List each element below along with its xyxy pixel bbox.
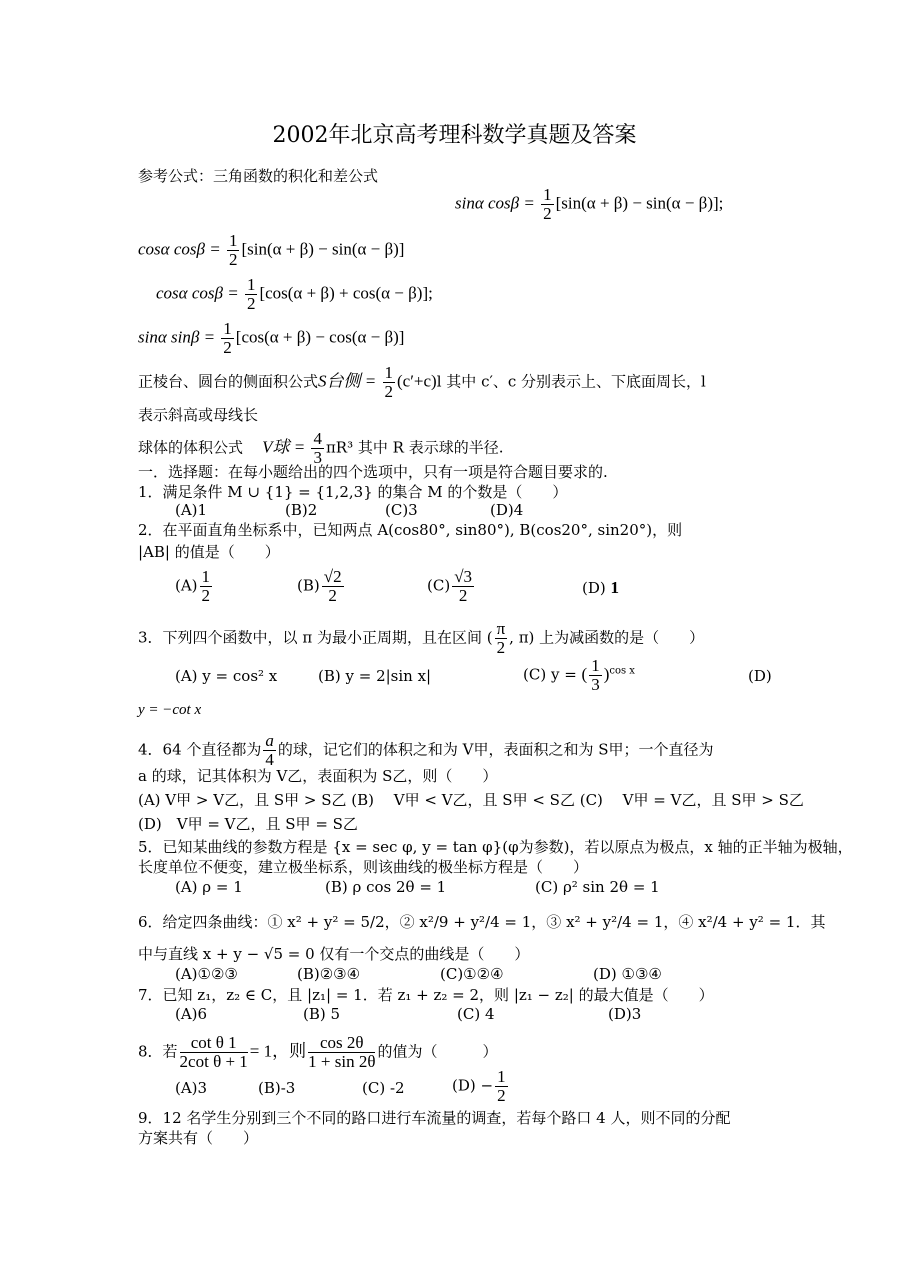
sphere-formula: 球体的体积公式 V球 = $\frac{4}{3}$ πR³ 其中 R 表示球的半径. [138, 429, 504, 467]
question-1: 1．满足条件 M ∪ {1} = {1,2,3} 的集合 M 的个数是（ ） [138, 483, 568, 501]
question-8: 8．若 $\frac{\text{cot θ 1}}{\text{2cot θ + 1}}$ = 1，则 $\frac{\cos 2\theta}{1 + \sin 2\theta}$ 的值为（ ） [138, 1033, 498, 1071]
q3-option-d-value: y = −cot x [138, 702, 202, 718]
q7-option-c: (C) 4 [457, 1005, 495, 1023]
q3-option-b: (B) y = 2|sin x| [318, 667, 432, 685]
question-2: 2．在平面直角坐标系中，已知两点 A(cos80°, sin80°), B(cos20°, sin20°)，则 [138, 521, 683, 539]
q2-option-b: (B) $\frac{√2}{2}$ [297, 567, 342, 605]
question-3: 3．下列四个函数中，以 π 为最小正周期，且在区间 ( $\frac{\pi}{2}$ , π) 上为减函数的是（ ） [138, 619, 705, 657]
q5-option-c: (C) ρ² sin 2θ = 1 [535, 878, 660, 896]
q4-option-d: (D) V甲 = V乙，且 S甲 = S乙 [138, 815, 358, 833]
q8-option-c: (C) -2 [362, 1079, 405, 1097]
question-5-cont: 长度单位不便变，建立极坐标系，则该曲线的极坐标方程是（ ） [138, 858, 589, 876]
q2-option-a: (A) $\frac{1}{2}$ [175, 567, 211, 605]
q6-option-a: (A)①②③ [175, 965, 238, 983]
q3-option-c: (C) y = ( $\frac{1}{3}$ )$^{cos x}$ [523, 656, 635, 694]
q2-option-d: (D) 1 [582, 578, 620, 597]
formula-1: sinα cosβ = $\frac{1}{2}$ [sin(α + β) − sin(α − β)]; [455, 185, 724, 223]
frustum-note: 表示斜高或母线长 [138, 406, 259, 424]
question-4-cont: a 的球，记其体积为 V乙，表面积为 S乙，则（ ） [138, 767, 498, 785]
q1-option-d: (D)4 [490, 501, 524, 519]
q5-option-b: (B) ρ cos 2θ = 1 [325, 878, 447, 896]
question-7: 7．已知 z₁，z₂ ∈ C，且 |z₁| = 1．若 z₁ + z₂ = 2，则 |z₁ − z₂| 的最大值是（ ） [138, 986, 714, 1004]
q6-option-c: (C)①②④ [440, 965, 504, 983]
q8-option-b: (B)-3 [258, 1079, 296, 1097]
question-5: 5．已知某曲线的参数方程是 {x = sec φ, y = tan φ}(φ为参数)，若以原点为极点，x 轴的正半轴为极轴， [138, 838, 853, 856]
q7-option-b: (B) 5 [303, 1005, 341, 1023]
q5-option-a: (A) ρ = 1 [175, 878, 243, 896]
page-title: 2002年北京高考理科数学真题及答案 [272, 123, 637, 148]
q6-option-d: (D) ①③④ [593, 965, 662, 983]
q3-option-d: (D) [748, 667, 772, 685]
q7-option-d: (D)3 [608, 1005, 642, 1023]
question-9-cont: 方案共有（ ） [138, 1129, 259, 1147]
section-heading: 一．选择题：在每小题给出的四个选项中，只有一项是符合题目要求的. [138, 463, 608, 481]
formula-4: sinα sinβ = $\frac{1}{2}$ [cos(α + β) − cos(α − β)] [138, 319, 405, 357]
q2-option-c: (C) $\frac{√3}{2}$ [427, 567, 473, 605]
q7-option-a: (A)6 [175, 1005, 208, 1023]
frustum-formula: 正棱台、圆台的侧面积公式S台侧 = $\frac{1}{2}$ (c′+c)l 其中 c′、c 分别表示上、下底面周长，l [138, 363, 706, 401]
formula-2: cosα cosβ = $\frac{1}{2}$ [sin(α + β) − sin(α − β)] [138, 231, 405, 269]
q8-option-a: (A)3 [175, 1079, 208, 1097]
question-9: 9．12 名学生分别到三个不同的路口进行车流量的调查，若每个路口 4 人，则不同的分配 [138, 1109, 731, 1127]
q6-option-b: (B)②③④ [297, 965, 361, 983]
question-2-cont: |AB| 的值是（ ） [138, 543, 280, 561]
ref-heading: 参考公式：三角函数的积化和差公式 [138, 167, 379, 185]
q4-options-abc: (A) V甲 > V乙，且 S甲 > S乙 (B) V甲 < V乙，且 S甲 < S乙 (C) V甲 = V乙，且 S甲 > S乙 [138, 791, 804, 809]
q1-option-b: (B)2 [285, 501, 318, 519]
q1-option-c: (C)3 [385, 501, 418, 519]
question-6-cont: 中与直线 x + y − √5 = 0 仅有一个交点的曲线是（ ） [138, 945, 530, 963]
question-6: 6．给定四条曲线：① x² + y² = 5/2，② x²/9 + y²/4 = 1，③ x² + y²/4 = 1，④ x²/4 + y² = 1．其 [138, 913, 826, 931]
q3-option-a: (A) y = cos² x [175, 667, 278, 685]
formula-3: cosα cosβ = $\frac{1}{2}$ [cos(α + β) + cos(α − β)]; [156, 275, 433, 313]
question-4: 4．64 个直径都为 $\frac{a}{4}$ 的球，记它们的体积之和为 V甲，表面积之和为 S甲；一个直径为 [138, 731, 714, 769]
q1-option-a: (A)1 [175, 501, 208, 519]
q8-option-d: (D) − $\frac{1}{2}$ [452, 1067, 506, 1105]
